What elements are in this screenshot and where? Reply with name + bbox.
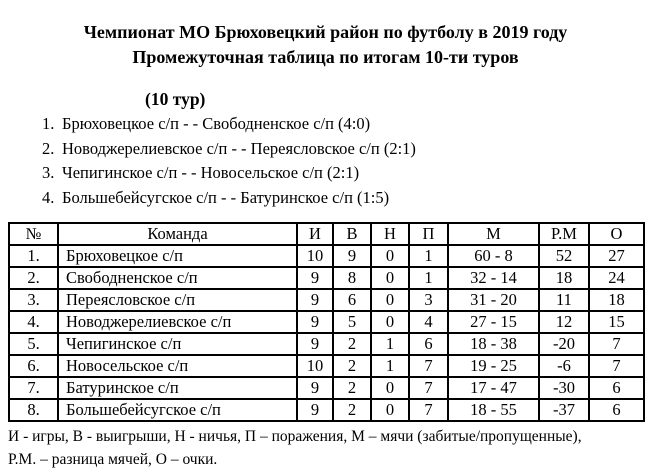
header-position: № [9,223,58,245]
cell-wins: 5 [333,311,371,333]
cell-wins: 2 [333,399,371,421]
cell-wins: 2 [333,333,371,355]
title-line-2: Промежуточная таблица по итогам 10-ти туров [132,47,519,67]
cell-wins: 2 [333,355,371,377]
standings-table [8,222,645,422]
results-list [8,112,643,210]
cell-team: Новоджерелиевское с/п [58,311,297,333]
cell-points: 7 [589,355,644,377]
table-header-row [9,223,644,245]
cell-goal-difference: 52 [539,245,589,267]
result-text: Новоджерелиевское с/п - - Переясловское с/п (2:1) [62,138,416,158]
cell-goals: 27 - 15 [448,311,539,333]
cell-position: 2. [9,267,58,289]
cell-team: Новосельское с/п [58,355,297,377]
header-games: И [297,223,333,245]
cell-position: 7. [9,377,58,399]
cell-goal-difference: -37 [539,399,589,421]
cell-goal-difference: -6 [539,355,589,377]
cell-losses: 1 [409,245,448,267]
header-team: Команда [58,223,297,245]
cell-points: 7 [589,333,644,355]
cell-draws: 0 [371,267,409,289]
cell-games: 10 [297,355,333,377]
cell-goals: 32 - 14 [448,267,539,289]
table-row [9,333,644,355]
cell-team: Переясловское с/п [58,289,297,311]
cell-points: 6 [589,377,644,399]
cell-position: 8. [9,399,58,421]
result-item [8,186,643,211]
legend-line-2: Р.М. – разница мячей, О – очки. [8,451,218,468]
cell-team: Большебейсугское с/п [58,399,297,421]
table-row [9,377,644,399]
cell-losses: 4 [409,311,448,333]
cell-points: 27 [589,245,644,267]
table-row [9,355,644,377]
cell-draws: 1 [371,333,409,355]
cell-team: Свободненское с/п [58,267,297,289]
title-line-1: Чемпионат МО Брюховецкий район по футболу в 2019 году [83,22,568,42]
cell-goals: 31 - 20 [448,289,539,311]
result-number: 3. [42,163,55,182]
cell-games: 9 [297,289,333,311]
cell-games: 9 [297,267,333,289]
cell-position: 6. [9,355,58,377]
result-text: Брюховецкое с/п - - Свободненское с/п (4:0) [62,114,371,133]
header-points: О [589,223,644,245]
cell-losses: 6 [409,333,448,355]
cell-games: 9 [297,377,333,399]
table-row [9,399,644,421]
cell-losses: 7 [409,355,448,377]
cell-position: 4. [9,311,58,333]
cell-losses: 1 [409,267,448,289]
legend-line-1: И - игры, В - выигрыши, Н - ничья, П – поражения, М – мячи (забитые/пропущенные), [8,428,582,445]
cell-goal-difference: 12 [539,311,589,333]
table-row [9,267,644,289]
cell-goals: 60 - 8 [448,245,539,267]
cell-goals: 17 - 47 [448,377,539,399]
result-number: 4. [42,187,55,207]
cell-goal-difference: 18 [539,267,589,289]
cell-losses: 7 [409,399,448,421]
cell-losses: 3 [409,289,448,311]
result-item [8,161,643,186]
header-draws: Н [371,223,409,245]
cell-losses: 7 [409,377,448,399]
cell-goal-difference: 11 [539,289,589,311]
cell-games: 9 [297,399,333,421]
result-text: Большебейсугское с/п - - Батуринское с/п (1:5) [62,187,390,207]
cell-points: 6 [589,399,644,421]
table-row [9,311,644,333]
header-wins: В [333,223,371,245]
cell-draws: 0 [371,399,409,421]
cell-draws: 0 [371,311,409,333]
cell-points: 24 [589,267,644,289]
cell-position: 5. [9,333,58,355]
cell-position: 3. [9,289,58,311]
cell-wins: 2 [333,377,371,399]
result-item [8,137,643,162]
cell-games: 10 [297,245,333,267]
cell-draws: 0 [371,377,409,399]
cell-goal-difference: -20 [539,333,589,355]
round-heading: (10 тур) [145,89,206,109]
standings-body [9,245,644,421]
cell-goals: 18 - 55 [448,399,539,421]
cell-draws: 1 [371,355,409,377]
result-number: 1. [42,114,55,133]
legend [8,425,643,471]
cell-goals: 19 - 25 [448,355,539,377]
cell-wins: 6 [333,289,371,311]
cell-games: 9 [297,333,333,355]
cell-games: 9 [297,311,333,333]
header-goal-difference: Р.М [539,223,589,245]
cell-points: 18 [589,289,644,311]
header-losses: П [409,223,448,245]
result-text: Чепигинское с/п - - Новосельское с/п (2:1) [62,163,360,182]
result-item [8,112,643,137]
header-goals: М [448,223,539,245]
table-row [9,289,644,311]
cell-wins: 8 [333,267,371,289]
cell-position: 1. [9,245,58,267]
cell-wins: 9 [333,245,371,267]
cell-team: Батуринское с/п [58,377,297,399]
table-row [9,245,644,267]
cell-goals: 18 - 38 [448,333,539,355]
cell-team: Брюховецкое с/п [58,245,297,267]
cell-team: Чепигинское с/п [58,333,297,355]
result-number: 2. [42,138,55,158]
cell-draws: 0 [371,289,409,311]
cell-draws: 0 [371,245,409,267]
document-title [8,20,643,70]
cell-points: 15 [589,311,644,333]
cell-goal-difference: -30 [539,377,589,399]
